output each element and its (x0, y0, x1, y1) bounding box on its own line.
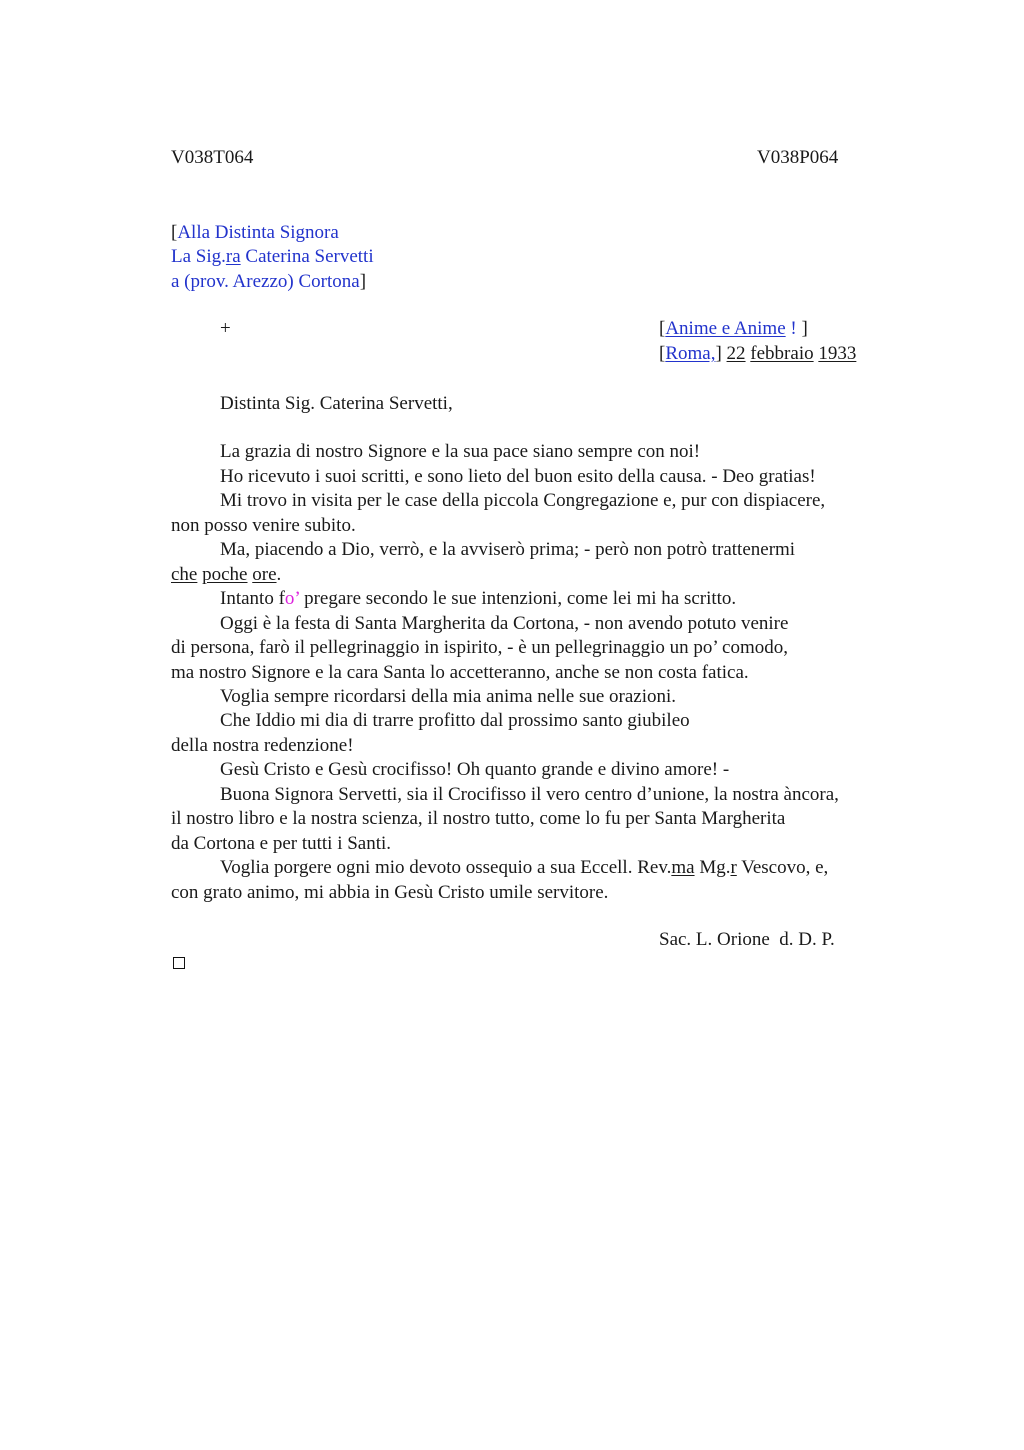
body-line: Gesù Cristo e Gesù crocifisso! Oh quanto grande e divino amore! - (220, 759, 730, 780)
dateline: [Roma,] 22 febbraio 1933 (659, 343, 857, 364)
body-line: Che Iddio mi dia di trarre profitto dal prossimo santo giubileo (220, 710, 690, 731)
address-line-1: [Alla Distinta Signora (171, 222, 339, 243)
end-square-icon (173, 957, 185, 969)
body-line: Intanto fo’ pregare secondo le sue intenzioni, come lei mi ha scritto. (220, 588, 737, 609)
body-line: Voglia porgere ogni mio devoto ossequio a sua Eccell. Rev.ma Mg.r Vescovo, e, (220, 857, 829, 878)
body-line: Buona Signora Servetti, sia il Crocifisso il vero centro d’unione, la nostra àncora, (220, 784, 839, 805)
address-line-2: La Sig.ra Caterina Servetti (171, 246, 374, 267)
document-code-right: V038P064 (757, 147, 839, 168)
body-line: di persona, farò il pellegrinaggio in ispirito, - è un pellegrinaggio un po’ comodo, (171, 637, 788, 658)
body-line: che poche ore. (171, 564, 282, 585)
body-line: Ma, piacendo a Dio, verrò, e la avviserò prima; - però non potrò trattenermi (220, 539, 796, 560)
body-line: ma nostro Signore e la cara Santa lo accetteranno, anche se non costa fatica. (171, 662, 749, 683)
address-line-3: a (prov. Arezzo) Cortona] (171, 271, 367, 292)
body-line: da Cortona e per tutti i Santi. (171, 833, 392, 854)
body-line: Mi trovo in visita per le case della piccola Congregazione e, pur con dispiacere, (220, 490, 826, 511)
motto: [Anime e Anime ! ] (659, 318, 808, 339)
body-line: Oggi è la festa di Santa Margherita da Cortona, - non avendo potuto venire (220, 613, 789, 634)
body-line: La grazia di nostro Signore e la sua pace siano sempre con noi! (220, 441, 701, 462)
body-line: con grato animo, mi abbia in Gesù Cristo umile servitore. (171, 882, 609, 903)
body-line: Ho ricevuto i suoi scritti, e sono lieto del buon esito della causa. - Deo gratias! (220, 466, 816, 487)
body-line: il nostro libro e la nostra scienza, il nostro tutto, come lo fu per Santa Margherita (171, 808, 786, 829)
salutation: Distinta Sig. Caterina Servetti, (220, 393, 453, 414)
body-line: della nostra redenzione! (171, 735, 354, 756)
body-line: non posso venire subito. (171, 515, 356, 536)
document-code-left: V038T064 (171, 147, 254, 168)
body-line: Voglia sempre ricordarsi della mia anima nelle sue orazioni. (220, 686, 677, 707)
signature: Sac. L. Orione d. D. P. (659, 929, 835, 950)
cross-symbol: + (220, 318, 231, 339)
